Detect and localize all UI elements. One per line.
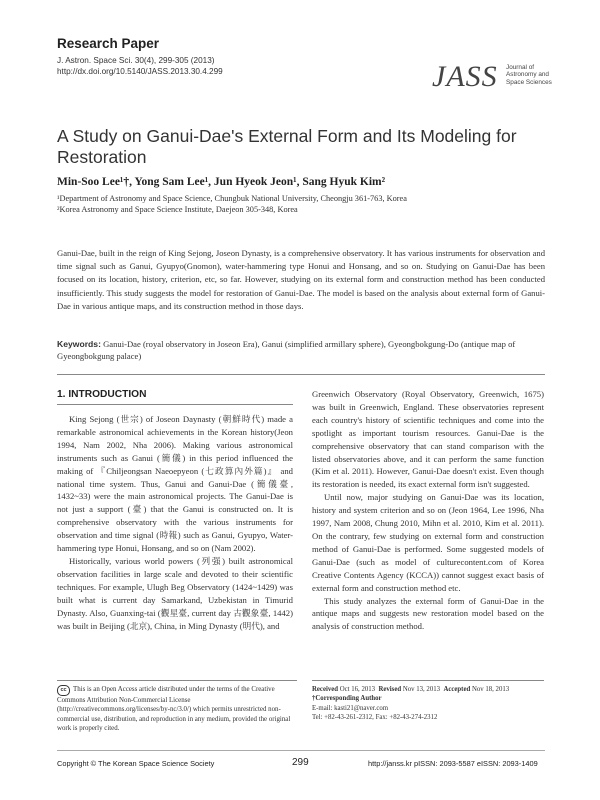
email[interactable]: E-mail: kasti21@naver.com: [312, 704, 389, 712]
corresponding-label: †Corresponding Author: [312, 695, 382, 703]
footer-rule: [57, 750, 545, 751]
dates-box: [312, 685, 552, 722]
article-type: Research Paper: [57, 36, 160, 51]
citation-block: [57, 55, 223, 77]
paragraph: Greenwich Observatory (Royal Observatory, Greenwich, 1675) was built in Greenwich, England. These observatories represent each country's history of scientific techniques and come into the spotlight as important tourism resources. Ganui-Dae is the comprehensive observatory that can stand comparison with the listed observatories above, and it can perform the same function (Kim et al. 2011). However, Ganui-Dae doesn't exist. Even though its restoration is needed, its exact external form isn't suggested.: [312, 389, 544, 490]
phone: Tel: +82-43-261-2312, Fax: +82-43-274-2312: [312, 713, 438, 721]
section-heading: 1. INTRODUCTION: [57, 389, 147, 400]
revised-label: Revised: [378, 686, 402, 693]
logo-subtitle: Journal of Astronomy and Space Sciences: [506, 64, 552, 86]
doi-link[interactable]: http://dx.doi.org/10.5140/JASS.2013.30.4.299: [57, 67, 223, 76]
received-date: Oct 16, 2013: [339, 686, 376, 693]
abstract: Ganui-Dae, built in the reign of King Sejong, Joseon Dynasty, is a comprehensive observatory. It has various instruments for observation and time signal such as Ganui, Gyupyo(Gnomon), water-hammering type Honui and Honsang, and so on. Studying on Ganui-Dae has been focused on its location, history, criterion, etc, so far. However, studying on its external form and construction method has been conducted insufficiently. This study suggests the model for restoration of Ganui-Dae. The model is based on the analysis about external form of Ganui-Dae in various antique maps, and its construction method in those days.: [57, 248, 545, 311]
paragraph: Until now, major studying on Ganui-Dae was its location, history and system criterion and so on (Jeon 1964, Lee 1996, Nha 1997, Nam 2008, Chung 2010, Mihn et al. 2010, Kim et al. 2011). On the contrary, few studying on external form and construction method of Ganui-Dae is performed. Some suggested models of Ganui-Dae (such as model of culturecontent.com of Korea Creative Contents Agency (KCCA)) cannot suggest exact basis of external form and construction method etc.: [312, 492, 544, 593]
keywords-text: Ganui-Dae (royal observatory in Joseon Era), Ganui (simplified armillary sphere), Gyeongbokgung-Do (antique map of Gyeongbokgung palace): [57, 339, 516, 361]
logo-text: JASS: [432, 60, 498, 93]
license-rule: [57, 680, 297, 681]
license-text: This is an Open Access article distributed under the terms of the Creative Commons Attribution Non-Commercial License (http://creativecommons.org/licenses/by-nc/3.0/) which permits unrestricted non-commercial use, distribution, and reproduction in any medium, provided the original work is properly cited.: [57, 686, 291, 732]
accepted-label: Accepted: [443, 686, 471, 693]
citation: J. Astron. Space Sci. 30(4), 299-305 (2013): [57, 56, 215, 65]
divider: [57, 374, 545, 375]
page-number: 299: [292, 757, 309, 768]
accepted-date: Nov 18, 2013: [471, 686, 510, 693]
paragraph: Historically, various world powers (列强) built astronomical observation facilities in large scale and devoted to their scientific techniques. For example, Ulugh Beg Observatory (1424~1429) was built what is current day Samarkand, Uzbekistan in Timurid Dynasty. Also, Guanxing-tai (觀星臺, current day 古觀象臺, 1442) was built in Beijing (北京), China, in Ming Dynasty (明代), and: [57, 555, 293, 631]
affiliation-1: ¹Department of Astronomy and Space Science, Chungbuk National University, Cheongju 361-763, Korea: [57, 194, 407, 203]
cc-icon: cc: [57, 685, 70, 696]
footer-copyright: Copyright © The Korean Space Science Society: [57, 759, 215, 768]
left-column: [57, 413, 293, 632]
affiliation-2: ²Korea Astronomy and Space Science Institute, Daejeon 305-348, Korea: [57, 205, 298, 214]
section-rule: [57, 404, 293, 405]
received-rule: [312, 680, 544, 681]
authors: Min-Soo Lee¹†, Yong Sam Lee¹, Jun Hyeok Jeon¹, Sang Hyuk Kim²: [57, 176, 386, 188]
keywords-label: Keywords:: [57, 339, 101, 349]
footer-issn: http://janss.kr pISSN: 2093-5587 eISSN: 2093-1409: [368, 759, 538, 768]
journal-logo: [432, 60, 552, 94]
keywords: [57, 338, 545, 362]
right-column: [312, 388, 544, 633]
paragraph: This study analyzes the external form of Ganui-Dae in the antique maps and suggests new restoration model based on the analysis of construction method.: [312, 595, 544, 632]
received-label: Received: [312, 686, 339, 693]
license-note: [57, 685, 297, 733]
paper-title: A Study on Ganui-Dae's External Form and Its Modeling for Restoration: [57, 126, 517, 167]
affiliations: [57, 193, 407, 215]
revised-date: Nov 13, 2013: [402, 686, 441, 693]
paragraph: King Sejong (世宗) of Joseon Daynasty (朝鮮時代) made a remarkable astronomical achievements in the Korean history(Jeon 1994, Nam 2002, Nha 2006). Making various astronomical instruments such as Ganui (簡儀) in this period influenced the making of 『Chiljeongsan Naeoepyeon (七政算內外篇)』 and national time system. Thus, Ganui and Ganui-Dae (簡儀臺, 1432~33) were the main astronomical projects. The Ganui-Dae is not just a support (臺) that the Ganui is constructed on. It is comprehensive observatory with the various instruments for observation and time signal (時報) such as Ganui, Gyupyo, Water-hammering type Honui, Honsang, and so on (Nam 2002).: [57, 414, 293, 554]
